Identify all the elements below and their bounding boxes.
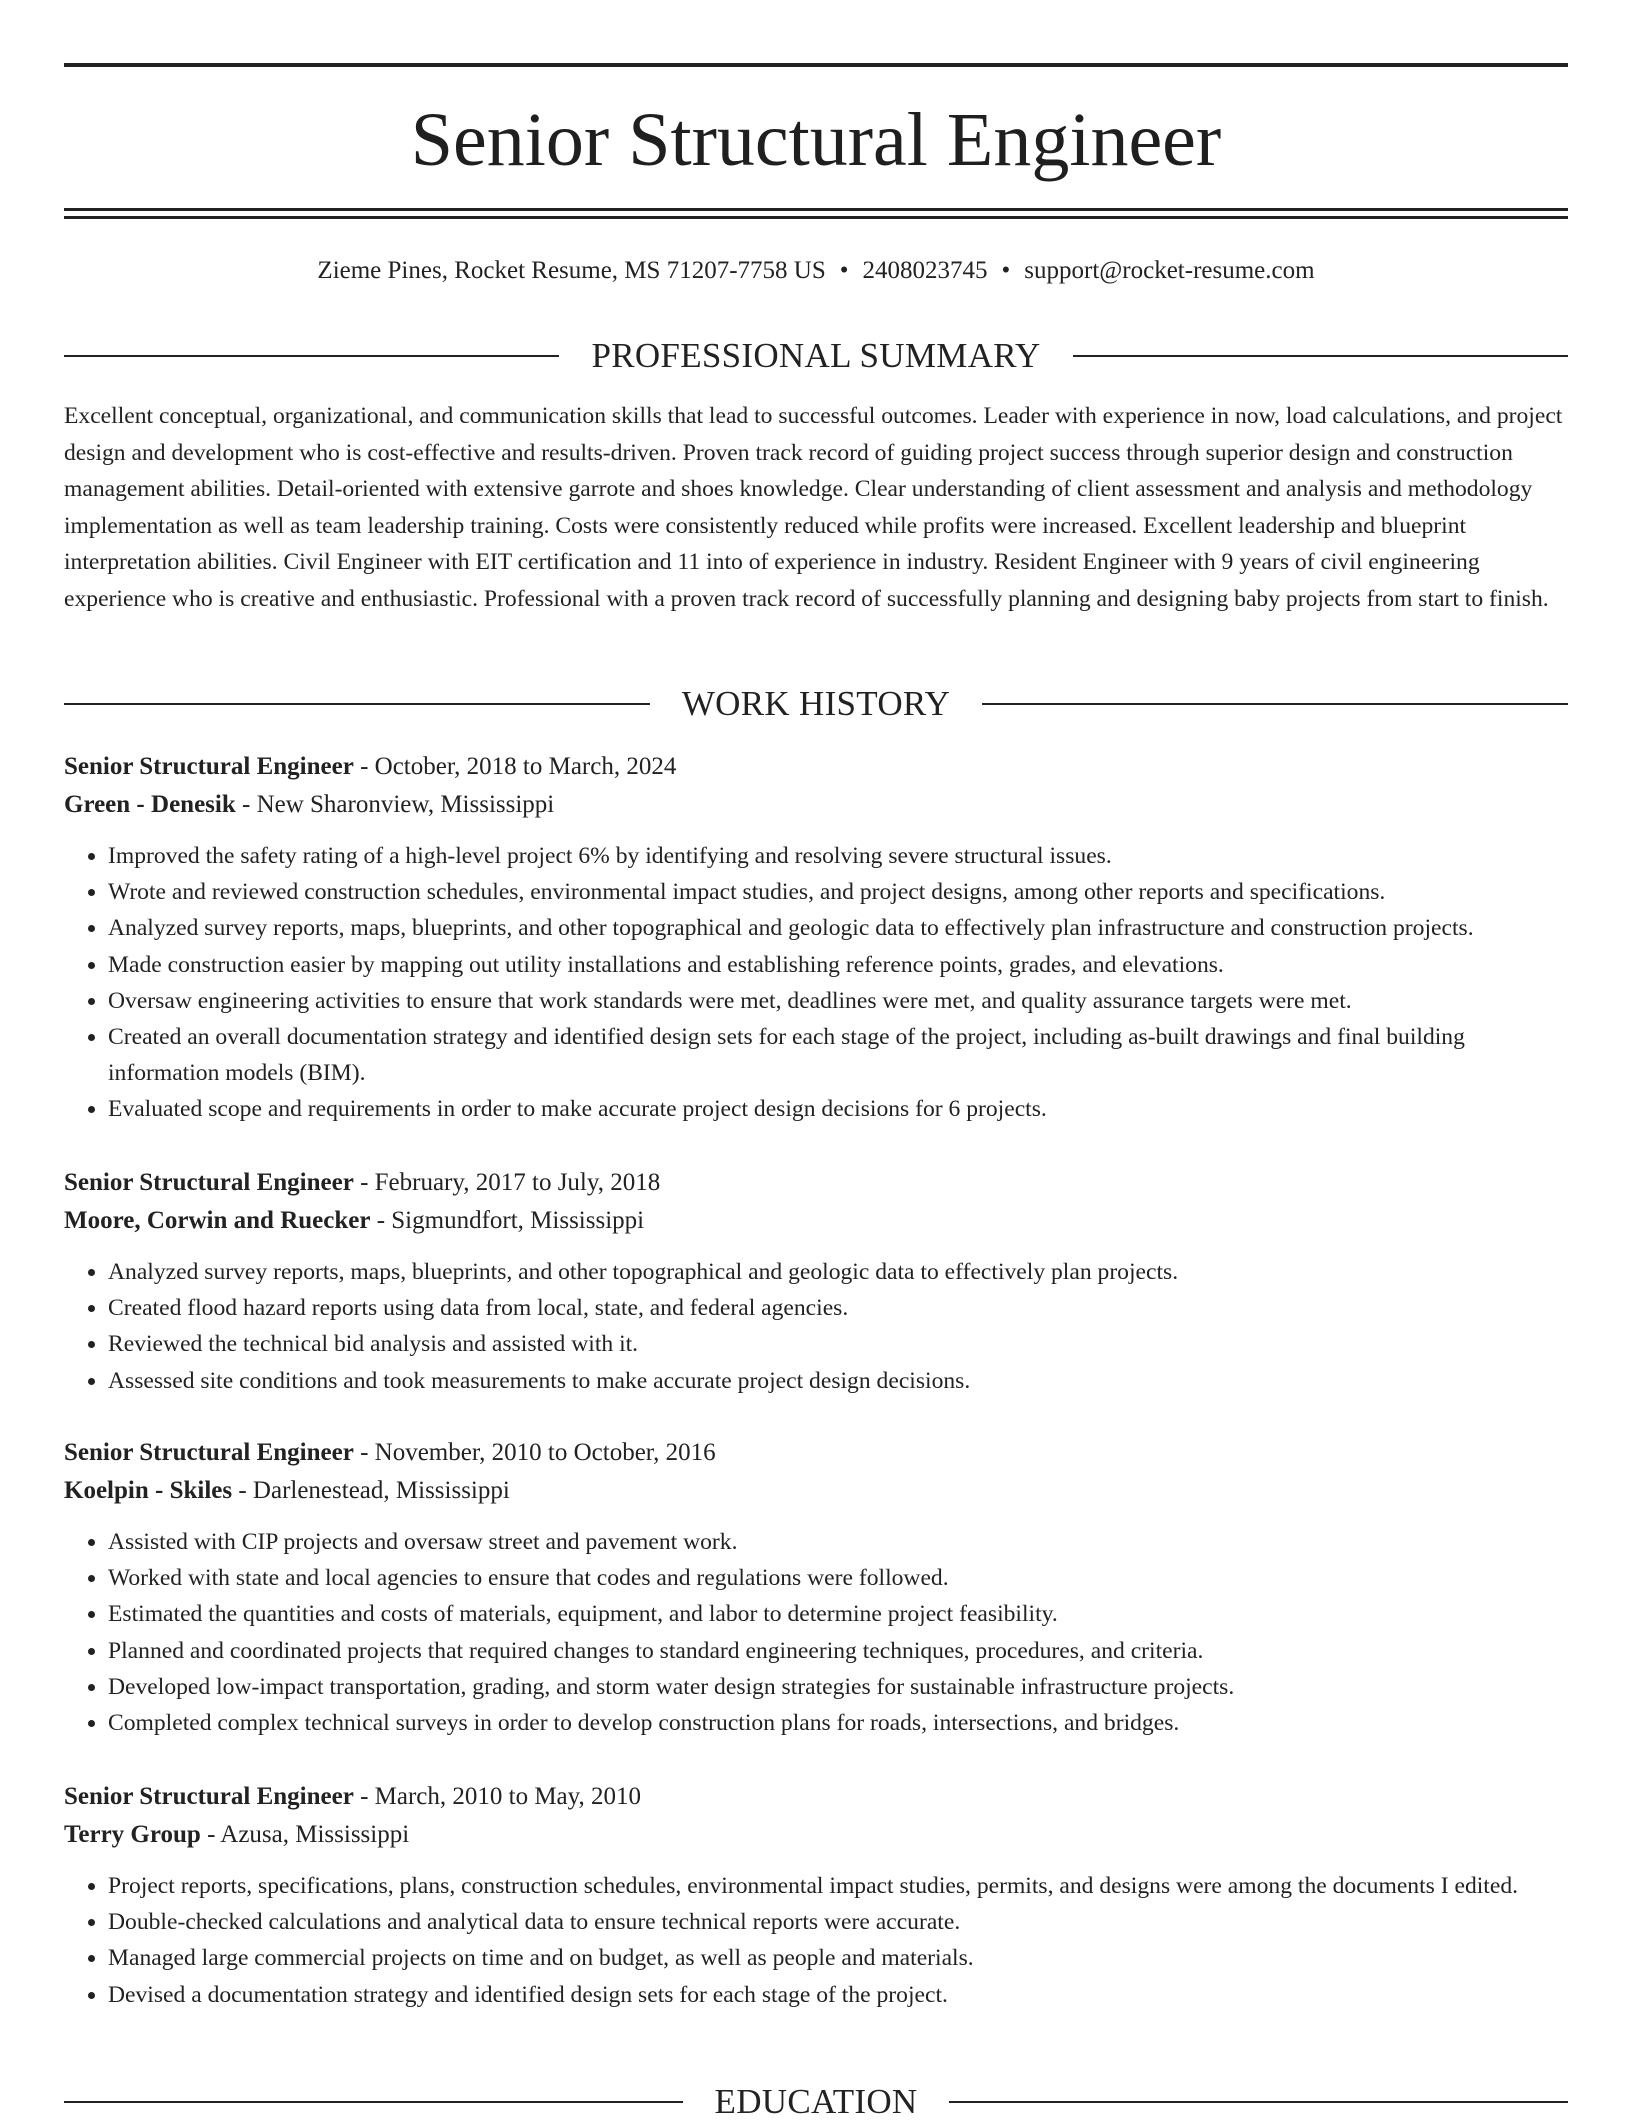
list-item: • Created an overall documentation strategy and identified design sets for each stage of the project, including as-built drawings and final building information models (BIM). xyxy=(108,1019,1568,1091)
job-company: Terry Group xyxy=(64,1821,201,1848)
list-item: • Reviewed the technical bid analysis and assisted with it. xyxy=(108,1326,1568,1362)
job-entry xyxy=(64,1778,1568,2013)
list-item: • Analyzed survey reports, maps, blueprints, and other topographical and geologic data to effectively plan infrastructure and construction projects. xyxy=(108,910,1568,946)
job-company: Koelpin - Skiles xyxy=(64,1477,233,1504)
list-item: • Wrote and reviewed construction schedules, environmental impact studies, and project designs, among other reports and specifications. xyxy=(108,874,1568,910)
job-dates: - March, 2010 to May, 2010 xyxy=(353,1783,642,1810)
job-dates: - October, 2018 to March, 2024 xyxy=(353,753,677,780)
list-item: • Assessed site conditions and took measurements to make accurate project design decisions. xyxy=(108,1363,1568,1399)
list-item: • Project reports, specifications, plans, construction schedules, environmental impact studies, permits, and designs were among the documents I edited. xyxy=(108,1868,1568,1904)
job-bullets xyxy=(64,1868,1568,2013)
job-location: - Azusa, Mississippi xyxy=(200,1821,410,1848)
job-entry xyxy=(64,748,1568,1128)
section-heading-label: WORK HISTORY xyxy=(681,684,951,723)
contact-email: support@rocket-resume.com xyxy=(1024,257,1315,284)
job-location: - Darlenestead, Mississippi xyxy=(232,1477,510,1504)
job-title-line xyxy=(64,1434,1568,1472)
job-company-line xyxy=(64,1816,1568,1854)
job-title-line xyxy=(64,1164,1568,1202)
list-item: • Made construction easier by mapping out utility installations and establishing reference points, grades, and elevations. xyxy=(108,947,1568,983)
section-heading-summary xyxy=(64,336,1568,376)
job-title-line xyxy=(64,1778,1568,1816)
job-dates: - February, 2017 to July, 2018 xyxy=(353,1169,661,1196)
job-bullets xyxy=(64,1254,1568,1399)
heading-rule-left xyxy=(64,2101,683,2103)
list-item: • Evaluated scope and requirements in order to make accurate project design decisions for 6 projects. xyxy=(108,1091,1568,1127)
summary-paragraph: Excellent conceptual, organizational, and communication skills that lead to successful outcomes. Leader with experience in now, load calculations, and project design and development who is cost-effective and results-driven. Proven track record of guiding project success through superior design and construction management abilities. Detail-oriented with extensive garrote and shoes knowledge. Clear understanding of client assessment and analysis and methodology implementation as well as team leadership training. Costs were consistently reduced while profits were increased. Excellent leadership and blueprint interpretation abilities. Civil Engineer with EIT certification and 11 into of experience in industry. Resident Engineer with 9 years of civil engineering experience who is creative and enthusiastic. Professional with a proven track record of successfully planning and designing baby projects from start to finish. xyxy=(64,403,1563,612)
contact-separator: • xyxy=(839,257,849,284)
list-item: • Developed low-impact transportation, grading, and storm water design strategies for sustainable infrastructure projects. xyxy=(108,1669,1568,1705)
heading-rule-right xyxy=(982,703,1568,705)
page-title: Senior Structural Engineer xyxy=(410,98,1222,182)
heading-rule-right xyxy=(1073,355,1568,357)
list-item: • Devised a documentation strategy and identified design sets for each stage of the project. xyxy=(108,1977,1568,2013)
list-item: • Double-checked calculations and analytical data to ensure technical reports were accurate. xyxy=(108,1904,1568,1940)
list-item: • Created flood hazard reports using data from local, state, and federal agencies. xyxy=(108,1290,1568,1326)
list-item: • Assisted with CIP projects and oversaw street and pavement work. xyxy=(108,1524,1568,1560)
job-dates: - November, 2010 to October, 2016 xyxy=(353,1439,716,1466)
job-company: Moore, Corwin and Ruecker xyxy=(64,1207,371,1234)
heading-rule-left xyxy=(64,703,650,705)
job-company-line xyxy=(64,1202,1568,1240)
contact-separator: • xyxy=(1001,257,1011,284)
section-heading-work xyxy=(64,684,1568,724)
job-title-line xyxy=(64,748,1568,786)
list-item: • Managed large commercial projects on time and on budget, as well as people and materials. xyxy=(108,1940,1568,1976)
section-heading-education xyxy=(64,2082,1568,2122)
heading-rule-right xyxy=(949,2101,1568,2103)
list-item: • Oversaw engineering activities to ensure that work standards were met, deadlines were met, and quality assurance targets were met. xyxy=(108,983,1568,1019)
title-rule-lower xyxy=(64,216,1568,219)
contact-address: Zieme Pines, Rocket Resume, MS 71207-7758 US xyxy=(317,257,826,284)
section-heading-label: EDUCATION xyxy=(714,2082,918,2121)
job-entry xyxy=(64,1164,1568,1399)
job-title: Senior Structural Engineer xyxy=(64,1169,354,1196)
job-location: - Sigmundfort, Mississippi xyxy=(370,1207,645,1234)
section-heading-label: PROFESSIONAL SUMMARY xyxy=(591,336,1041,375)
job-entry xyxy=(64,1434,1568,1741)
job-title: Senior Structural Engineer xyxy=(64,753,354,780)
contact-phone: 2408023745 xyxy=(862,257,988,284)
list-item: • Worked with state and local agencies to ensure that codes and regulations were followed. xyxy=(108,1560,1568,1596)
heading-rule-left xyxy=(64,355,559,357)
job-bullets xyxy=(64,838,1568,1128)
job-location: - New Sharonview, Mississippi xyxy=(235,791,555,818)
contact-line xyxy=(64,254,1568,288)
job-bullets xyxy=(64,1524,1568,1741)
top-rule xyxy=(64,63,1568,67)
job-company-line xyxy=(64,786,1568,824)
list-item: • Estimated the quantities and costs of materials, equipment, and labor to determine project feasibility. xyxy=(108,1596,1568,1632)
list-item: • Planned and coordinated projects that required changes to standard engineering techniques, procedures, and criteria. xyxy=(108,1633,1568,1669)
job-company: Green - Denesik xyxy=(64,791,236,818)
job-company-line xyxy=(64,1472,1568,1510)
title-rule-upper xyxy=(64,208,1568,211)
job-title: Senior Structural Engineer xyxy=(64,1439,354,1466)
job-title: Senior Structural Engineer xyxy=(64,1783,354,1810)
list-item: • Completed complex technical surveys in order to develop construction plans for roads, intersections, and bridges. xyxy=(108,1705,1568,1741)
list-item: • Improved the safety rating of a high-level project 6% by identifying and resolving severe structural issues. xyxy=(108,838,1568,874)
list-item: • Analyzed survey reports, maps, blueprints, and other topographical and geologic data to effectively plan projects. xyxy=(108,1254,1568,1290)
